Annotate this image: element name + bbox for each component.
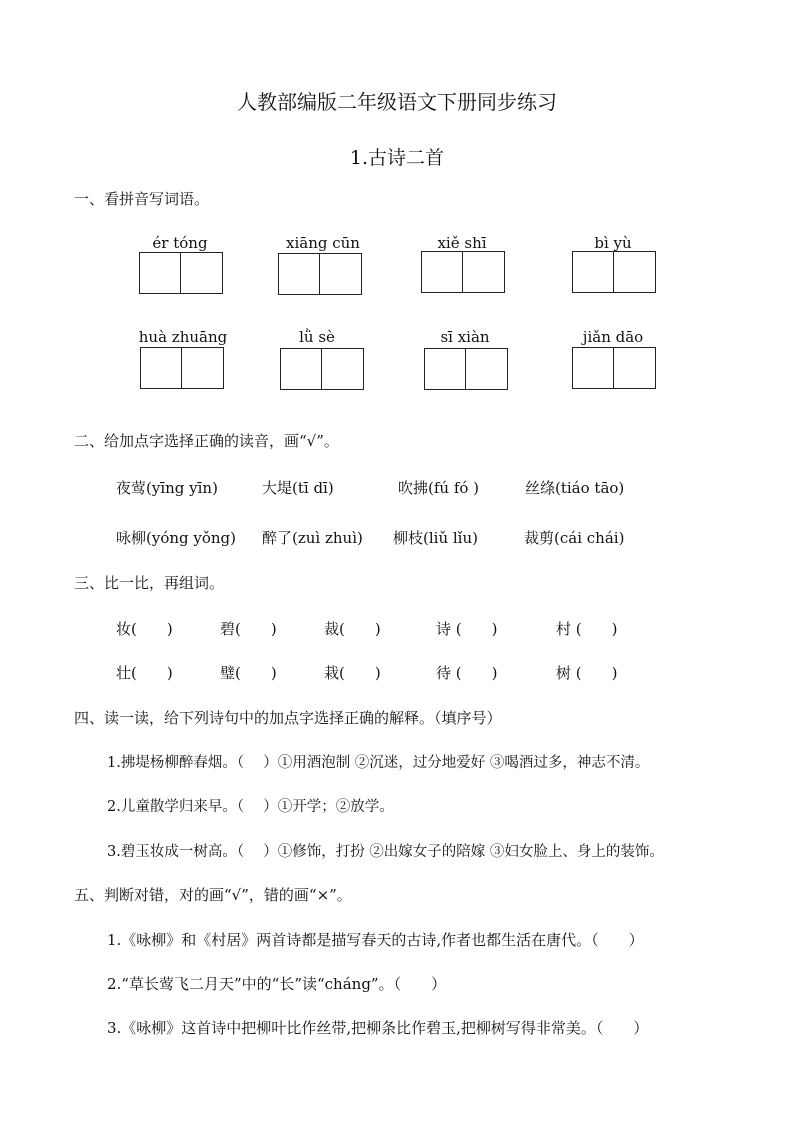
reading-choice[interactable]: 夜莺(yīng yīn) [116, 479, 218, 497]
section-5-heading: 五、判断对错，对的画“√”，错的画“×”。 [74, 886, 352, 904]
reading-choice[interactable]: 柳枝(liǔ lǐu) [393, 529, 478, 547]
section-3-heading: 三、比一比，再组词。 [74, 574, 225, 592]
writing-box[interactable] [139, 252, 223, 294]
pinyin-label: ér tóng [152, 234, 208, 252]
reading-choice[interactable]: 吹拂(fú fó ) [398, 479, 480, 497]
compare-item[interactable]: 碧( ) [220, 620, 277, 638]
pinyin-label: xiāng cūn [286, 234, 360, 252]
writing-box[interactable] [280, 348, 364, 390]
section-2-heading: 二、给加点字选择正确的读音，画“√”。 [74, 432, 339, 450]
section-4-heading: 四、读一读，给下列诗句中的加点字选择正确的解释。（填序号） [74, 709, 502, 727]
judge-question[interactable]: 1.《咏柳》和《村居》两首诗都是描写春天的古诗,作者也都生活在唐代。（ ） [107, 931, 644, 949]
pinyin-label: bì yù [594, 234, 632, 252]
explain-question[interactable]: 3.碧玉妆成一树高。（ ）①修饰，打扮 ②出嫁女子的陪嫁 ③妇女脸上、身上的装饰。 [107, 844, 664, 860]
section-1-heading: 一、看拼音写词语。 [74, 190, 210, 208]
reading-choice[interactable]: 咏柳(yóng yǒng) [116, 529, 237, 547]
compare-item[interactable]: 栽( ) [324, 664, 381, 682]
writing-box[interactable] [421, 251, 505, 293]
compare-item[interactable]: 裁( ) [324, 620, 381, 638]
writing-box[interactable] [424, 348, 508, 390]
compare-item[interactable]: 待 ( ) [436, 664, 498, 682]
writing-box[interactable] [572, 347, 656, 389]
pinyin-label: sī xiàn [440, 328, 490, 346]
judge-question[interactable]: 3.《咏柳》这首诗中把柳叶比作丝带,把柳条比作碧玉,把柳树写得非常美。（ ） [107, 1019, 649, 1037]
pinyin-label: jiǎn dāo [582, 328, 644, 346]
compare-item[interactable]: 诗 ( ) [436, 620, 498, 638]
compare-item[interactable]: 村 ( ) [556, 620, 618, 638]
writing-box[interactable] [278, 253, 362, 295]
pinyin-label: huà zhuāng [138, 328, 228, 346]
reading-choice[interactable]: 丝绦(tiáo tāo) [525, 479, 625, 497]
compare-item[interactable]: 妆( ) [116, 620, 173, 638]
writing-box[interactable] [140, 347, 224, 389]
explain-question[interactable]: 2.儿童散学归来早。（ ）①开学；②放学。 [107, 799, 394, 815]
reading-choice[interactable]: 裁剪(cái chái) [524, 529, 625, 547]
judge-question[interactable]: 2.“草长莺飞二月天”中的“长”读“cháng”。（ ） [107, 975, 447, 993]
pinyin-label: xiě shī [437, 234, 487, 252]
compare-item[interactable]: 树 ( ) [556, 664, 618, 682]
pinyin-label: lǜ sè [299, 328, 335, 346]
compare-item[interactable]: 璧( ) [220, 664, 277, 682]
reading-choice[interactable]: 醉了(zuì zhuì) [262, 529, 363, 547]
explain-question[interactable]: 1.拂堤杨柳醉春烟。（ ）①用酒泡制 ②沉迷，过分地爱好 ③喝酒过多，神志不清。 [107, 755, 650, 771]
writing-box[interactable] [572, 251, 656, 293]
lesson-title: 1.古诗二首 [349, 147, 445, 169]
compare-item[interactable]: 壮( ) [116, 664, 173, 682]
reading-choice[interactable]: 大堤(tī dī) [262, 479, 334, 497]
page-title: 人教部编版二年级语文下册同步练习 [237, 90, 557, 114]
